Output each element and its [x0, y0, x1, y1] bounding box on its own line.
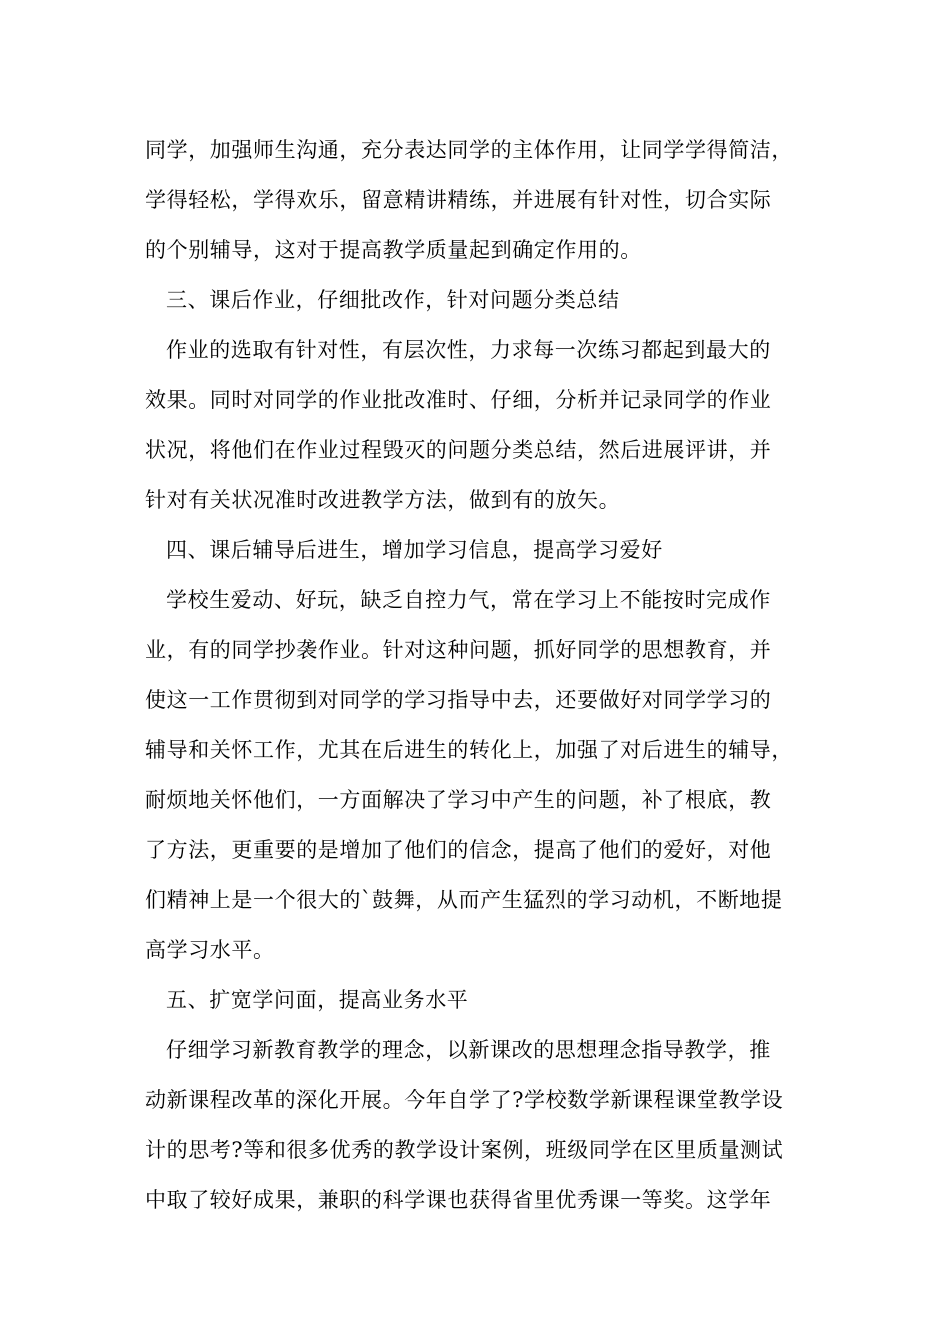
section-heading-5: 五、扩宽学问面，提高业务水平 [166, 988, 469, 1012]
paragraph-line: 业，有的同学抄袭作业。针对这种问题，抓好同学的思想教育，并 [145, 638, 772, 662]
section-heading-3: 三、课后作业，仔细批改作，针对问题分类总结 [166, 288, 620, 312]
paragraph-line: 状况，将他们在作业过程毁灭的问题分类总结，然后进展评讲，并 [145, 438, 772, 462]
paragraph-line: 耐烦地关怀他们，一方面解决了学习中产生的问题，补了根底，教 [145, 788, 772, 812]
paragraph-line: 学得轻松，学得欢乐，留意精讲精练，并进展有针对性，切合实际 [145, 188, 772, 212]
paragraph-line: 辅导和关怀工作，尤其在后进生的转化上，加强了对后进生的辅导， [145, 738, 793, 762]
paragraph-line: 动新课程改革的深化开展。今年自学了?学校数学新课程课堂教学设 [145, 1088, 784, 1112]
paragraph-line: 们精神上是一个很大的`鼓舞，从而产生猛烈的学习动机，不断地提 [145, 888, 783, 912]
paragraph-line: 了方法，更重要的是增加了他们的信念，提高了他们的爱好，对他 [145, 838, 772, 862]
section-heading-4: 四、课后辅导后进生，增加学习信息，提高学习爱好 [166, 538, 663, 562]
paragraph-line: 中取了较好成果，兼职的科学课也获得省里优秀课一等奖。这学年 [145, 1188, 772, 1212]
paragraph-line: 的个别辅导，这对于提高教学质量起到确定作用的。 [145, 238, 642, 262]
paragraph-line: 使这一工作贯彻到对同学的学习指导中去，还要做好对同学学习的 [145, 688, 772, 712]
paragraph-line: 针对有关状况准时改进教学方法，做到有的放矢。 [145, 488, 621, 512]
paragraph-line: 学校生爱动、好玩，缺乏自控力气，常在学习上不能按时完成作 [166, 588, 771, 612]
paragraph-line: 同学，加强师生沟通，充分表达同学的主体作用，让同学学得简洁， [145, 138, 793, 162]
paragraph-line: 作业的选取有针对性，有层次性，力求每一次练习都起到最大的 [166, 338, 771, 362]
paragraph-line: 效果。同时对同学的作业批改准时、仔细，分析并记录同学的作业 [145, 388, 772, 412]
paragraph-line: 仔细学习新教育教学的理念，以新课改的思想理念指导教学，推 [166, 1038, 771, 1062]
paragraph-line: 计的思考?等和很多优秀的教学设计案例，班级同学在区里质量测试 [145, 1138, 784, 1162]
paragraph-line: 高学习水平。 [145, 938, 275, 962]
